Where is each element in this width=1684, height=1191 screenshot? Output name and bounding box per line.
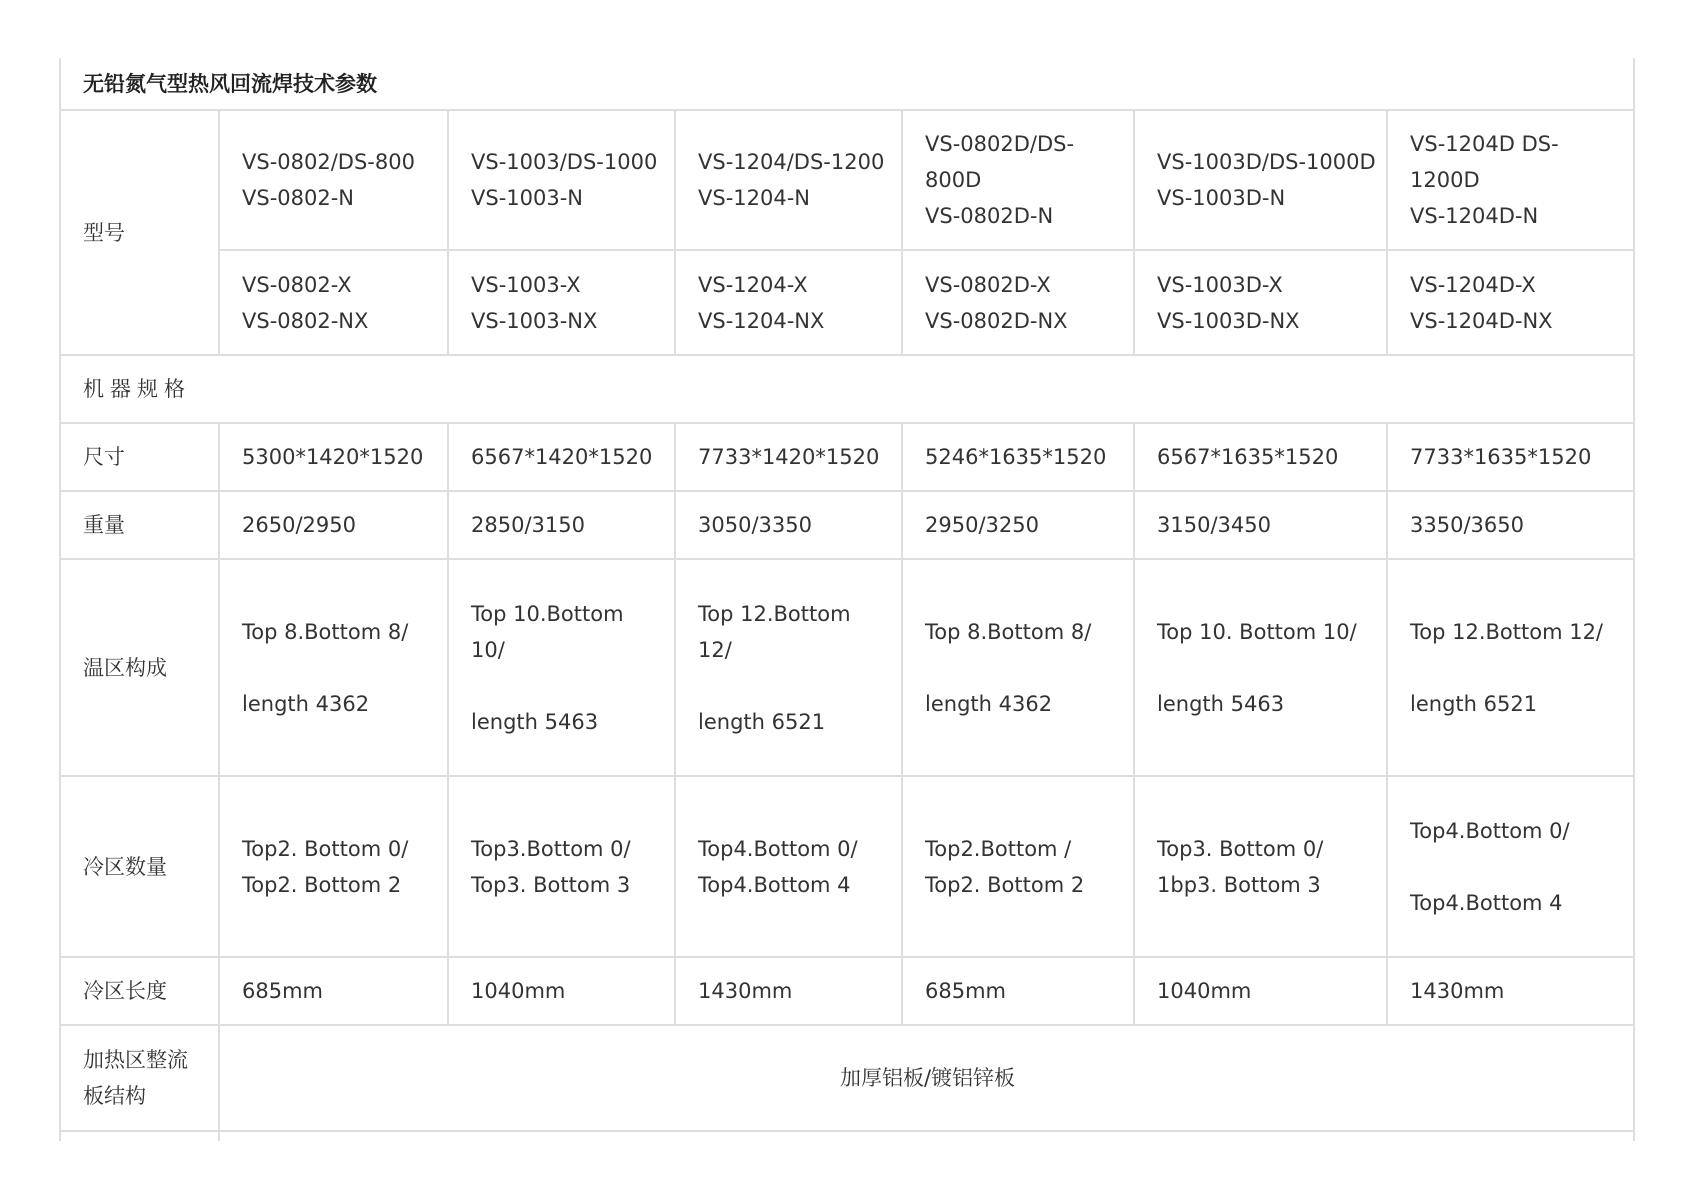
cell-line: length 6521 — [698, 709, 826, 734]
size-value: 6567*1635*1520 — [1134, 423, 1387, 491]
cell-line: 板结构 — [83, 1084, 146, 1108]
cool-zone-count-value — [219, 776, 448, 957]
size-value: 7733*1420*1520 — [675, 423, 902, 491]
blank-line — [698, 668, 901, 704]
cell-line: Top2. Bottom 0/ — [242, 836, 409, 861]
cell-line: VS-1003D-N — [1157, 186, 1286, 210]
weight-value: 3050/3350 — [675, 491, 902, 559]
cell-line: VS-1204D-N — [1410, 204, 1539, 228]
cell-line: VS-1204/DS-1200 — [698, 150, 885, 174]
blank-line — [1410, 849, 1635, 885]
cool-zone-length-value: 685mm — [219, 957, 448, 1025]
cell-line: VS-1003-X — [471, 272, 581, 297]
cell-line: VS-0802D-X — [925, 272, 1051, 297]
cell-line: Top4.Bottom 4 — [1410, 890, 1563, 915]
model-variant-cell — [448, 250, 675, 355]
cell-line: VS-0802D-N — [925, 204, 1054, 228]
section-row — [61, 355, 1635, 423]
size-value: 6567*1420*1520 — [448, 423, 675, 491]
cool-zone-count-value — [675, 776, 902, 957]
model-cell — [448, 110, 675, 250]
cell-line: length 6521 — [1410, 691, 1538, 716]
cell-line: VS-0802D-NX — [925, 308, 1068, 333]
cell-line: Top2.Bottom / — [925, 836, 1072, 861]
rectifier-label — [61, 1025, 219, 1131]
cell-line: VS-1204D-NX — [1410, 308, 1553, 333]
temp-zone-row — [61, 559, 1635, 776]
model-cell — [675, 110, 902, 250]
cool-zone-count-label: 冷区数量 — [61, 776, 219, 957]
cell-line: VS-1003-NX — [471, 308, 598, 333]
cell-line: Top4.Bottom 0/ — [1410, 818, 1570, 843]
rectifier-value: 加厚铝板/镀铝锌板 — [219, 1025, 1635, 1131]
cell-line: VS-1204-NX — [698, 308, 825, 333]
cell-line: length 5463 — [471, 709, 599, 734]
weight-value: 3150/3450 — [1134, 491, 1387, 559]
section-machine-spec: 机器规格 — [61, 355, 1635, 423]
temp-zone-label: 温区构成 — [61, 559, 219, 776]
model-variant-cell — [902, 250, 1134, 355]
cool-zone-count-value — [448, 776, 675, 957]
cell-line: 加热区整流 — [83, 1048, 188, 1072]
next-row-label-cell — [61, 1131, 219, 1141]
cell-line: Top 12.Bottom 12/ — [1410, 619, 1604, 644]
spec-table — [61, 109, 1635, 1141]
cell-line: VS-1204-N — [698, 186, 811, 210]
size-row — [61, 423, 1635, 491]
cool-zone-count-value — [1134, 776, 1387, 957]
cell-line: 10/ — [471, 637, 505, 662]
model-cell — [1134, 110, 1387, 250]
blank-line — [1157, 650, 1386, 686]
cell-line: 1200D — [1410, 168, 1480, 192]
cell-line: VS-0802/DS-800 — [242, 150, 415, 174]
cell-line: 1bp3. Bottom 3 — [1157, 872, 1321, 897]
weight-label: 重量 — [61, 491, 219, 559]
temp-zone-value — [902, 559, 1134, 776]
model-variant-cell — [1387, 250, 1635, 355]
temp-zone-value — [1134, 559, 1387, 776]
cool-zone-count-value — [1387, 776, 1635, 957]
cell-line: 800D — [925, 168, 982, 192]
blank-line — [925, 650, 1133, 686]
model-cell — [902, 110, 1134, 250]
next-row-value-cell — [219, 1131, 1635, 1141]
model-row-1 — [61, 110, 1635, 250]
weight-value: 2950/3250 — [902, 491, 1134, 559]
cell-line: Top 10. Bottom 10/ — [1157, 619, 1357, 644]
blank-line — [242, 650, 447, 686]
model-cell — [1387, 110, 1635, 250]
weight-value: 2650/2950 — [219, 491, 448, 559]
cool-zone-length-value: 1430mm — [1387, 957, 1635, 1025]
cell-line: VS-1204D DS- — [1410, 132, 1559, 156]
size-value: 7733*1635*1520 — [1387, 423, 1635, 491]
cool-zone-length-label: 冷区长度 — [61, 957, 219, 1025]
cell-line: VS-1204D-X — [1410, 272, 1536, 297]
rectifier-row — [61, 1025, 1635, 1131]
cell-line: length 4362 — [925, 691, 1053, 716]
table-title: 无铅氮气型热风回流焊技术参数 — [83, 72, 377, 96]
temp-zone-value — [675, 559, 902, 776]
cell-line: 12/ — [698, 637, 732, 662]
blank-line — [471, 668, 674, 704]
cool-zone-length-value: 1430mm — [675, 957, 902, 1025]
cell-line: VS-0802-X — [242, 272, 352, 297]
cell-line: length 5463 — [1157, 691, 1285, 716]
cell-line: Top2. Bottom 2 — [242, 872, 402, 897]
cell-line: VS-1003-N — [471, 186, 584, 210]
cool-zone-length-value: 1040mm — [448, 957, 675, 1025]
size-value: 5246*1635*1520 — [902, 423, 1134, 491]
cell-line: VS-1003D-X — [1157, 272, 1283, 297]
cell-line: VS-1204-X — [698, 272, 808, 297]
model-row-2 — [61, 250, 1635, 355]
cool-zone-length-row — [61, 957, 1635, 1025]
cell-line: Top3. Bottom 3 — [471, 872, 631, 897]
cool-zone-length-value: 685mm — [902, 957, 1134, 1025]
cell-line: Top4.Bottom 4 — [698, 872, 851, 897]
cell-line: Top 8.Bottom 8/ — [925, 619, 1092, 644]
model-variant-cell — [675, 250, 902, 355]
model-cell — [219, 110, 448, 250]
blank-line — [1410, 650, 1635, 686]
weight-row — [61, 491, 1635, 559]
temp-zone-value — [219, 559, 448, 776]
cool-zone-count-row — [61, 776, 1635, 957]
model-variant-cell — [1134, 250, 1387, 355]
cell-line: Top 8.Bottom 8/ — [242, 619, 409, 644]
cell-line: VS-0802-NX — [242, 308, 369, 333]
cell-line: VS-0802-N — [242, 186, 355, 210]
cell-line: VS-1003D/DS-1000D — [1157, 150, 1376, 174]
model-label: 型号 — [61, 110, 219, 355]
model-variant-cell — [219, 250, 448, 355]
temp-zone-value — [1387, 559, 1635, 776]
weight-value: 3350/3650 — [1387, 491, 1635, 559]
size-value: 5300*1420*1520 — [219, 423, 448, 491]
cell-line: VS-1003D-NX — [1157, 308, 1300, 333]
spec-sheet — [59, 58, 1635, 1141]
cell-line: Top3. Bottom 0/ — [1157, 836, 1324, 861]
weight-value: 2850/3150 — [448, 491, 675, 559]
cell-line: Top3.Bottom 0/ — [471, 836, 631, 861]
cell-line: Top 12.Bottom — [698, 601, 851, 626]
cell-line: Top 10.Bottom — [471, 601, 624, 626]
cell-line: VS-0802D/DS- — [925, 132, 1075, 156]
cell-line: length 4362 — [242, 691, 370, 716]
cell-line: VS-1003/DS-1000 — [471, 150, 658, 174]
next-row — [61, 1131, 1635, 1141]
temp-zone-value — [448, 559, 675, 776]
cool-zone-length-value: 1040mm — [1134, 957, 1387, 1025]
cell-line: Top2. Bottom 2 — [925, 872, 1085, 897]
size-label: 尺寸 — [61, 423, 219, 491]
cell-line: Top4.Bottom 0/ — [698, 836, 858, 861]
cool-zone-count-value — [902, 776, 1134, 957]
